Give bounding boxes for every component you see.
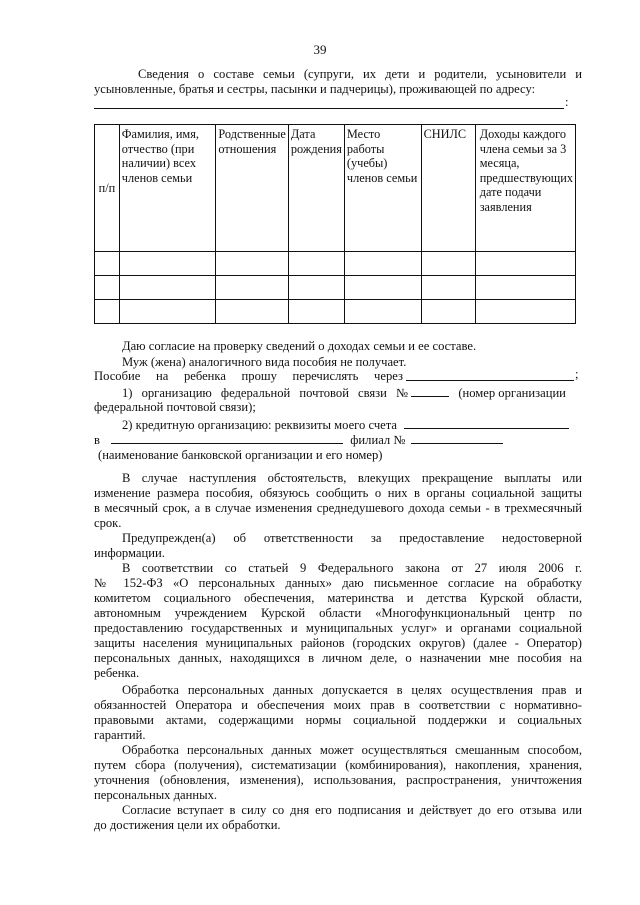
validity-paragraph: [94, 803, 582, 833]
text-line: гарантий.: [94, 728, 146, 742]
table-cell[interactable]: [421, 276, 475, 300]
text-line: № 152-ФЗ «О персональных данных» даю письменное согласие на обработку: [94, 576, 582, 590]
text-line: срок.: [94, 516, 122, 530]
postal-option-continuation: федеральной почтовой связи);: [94, 400, 256, 414]
address-field[interactable]: [94, 97, 564, 109]
table-cell[interactable]: [475, 252, 575, 276]
table-cell[interactable]: [475, 300, 575, 324]
table-row: [95, 252, 576, 276]
text-line: Предупрежден(а) об ответственности за предоставление недостоверной: [122, 531, 582, 545]
transfer-semicolon: ;: [575, 367, 579, 381]
branch-label: филиал №: [350, 433, 406, 447]
text-line: В соответствии со статьей 9 Федерального закона от 27 июля 2006 г.: [122, 561, 582, 575]
text-line: в месячный срок, а в случае изменения среднедушевого дохода семьи - в трехмесячный: [94, 501, 582, 515]
table-cell[interactable]: [475, 276, 575, 300]
family-table: [94, 124, 576, 324]
text-line: ребенка.: [94, 666, 140, 680]
text-line: Обработка персональных данных может осуществляться смешанным способом,: [122, 743, 582, 757]
table-cell[interactable]: [95, 252, 120, 276]
text-line: защиты населения муниципальных районов (городских округов) (далее - Оператор): [94, 636, 582, 650]
spouse-note-text: Муж (жена) аналогичного вида пособия не получает.: [122, 355, 407, 369]
col-relation-header: Родственные отношения: [216, 125, 289, 252]
obligation-paragraph: [94, 471, 582, 531]
table-cell[interactable]: [344, 300, 421, 324]
consent-check-text: Даю согласие на проверку сведений о доходах семьи и ее составе.: [122, 339, 477, 353]
table-cell[interactable]: [344, 276, 421, 300]
col-birthdate-header: Дата рождения: [288, 125, 344, 252]
text-line: автономным учреждением Курской области «Многофункциональный центр по: [94, 606, 582, 620]
text-line: путем сбора (получения), систематизации (комбинирования), накопления, хранения,: [94, 758, 582, 772]
table-cell[interactable]: [288, 252, 344, 276]
intro-line-1: Сведения о составе семьи (супруги, их дети и родители, усыновители и: [138, 67, 582, 81]
processing-method-paragraph: [94, 743, 582, 803]
page-number: 39: [313, 42, 327, 57]
table-cell[interactable]: [95, 276, 120, 300]
table-cell[interactable]: [288, 300, 344, 324]
col-snils-header: СНИЛС: [421, 125, 475, 252]
table-cell[interactable]: [216, 276, 289, 300]
address-colon: :: [565, 95, 569, 109]
warning-paragraph: [94, 531, 582, 561]
bank-name-field[interactable]: [111, 432, 343, 444]
text-line: обязанностей Оператора и обеспечения моих прав в соответствии с нормативно-: [94, 698, 582, 712]
personal-data-paragraph: [94, 561, 582, 681]
branch-number-field[interactable]: [411, 432, 503, 444]
table-cell[interactable]: [216, 300, 289, 324]
postal-number-caption: (номер организации: [458, 386, 566, 400]
bank-option-text: 2) кредитную организацию: реквизиты моего счета: [122, 418, 397, 432]
text-line: правовыми актами, содержащими нормы социальной поддержки и социальных: [94, 713, 582, 727]
text-line: Согласие вступает в силу со дня его подписания и действует до его отзыва или: [122, 803, 582, 817]
table-cell[interactable]: [421, 252, 475, 276]
text-line: до достижения цели их обработки.: [94, 818, 281, 832]
text-line: Обработка персональных данных допускается в целях осуществления прав и: [122, 683, 582, 697]
processing-goal-paragraph: [94, 683, 582, 743]
postal-option-text: 1) организацию федеральной почтовой связи №: [122, 386, 408, 400]
text-line: изменение размера пособия, обязуюсь сообщить о них в органы социальной защиты: [94, 486, 582, 500]
text-line: информации.: [94, 546, 165, 560]
table-cell[interactable]: [216, 252, 289, 276]
table-cell[interactable]: [344, 252, 421, 276]
table-cell[interactable]: [288, 276, 344, 300]
text-line: персональных данных, находящихся в личном деле, о назначении мне пособия на: [94, 651, 582, 665]
table-cell[interactable]: [119, 252, 216, 276]
intro-line-2: усыновленные, братья и сестры, пасынки и падчерицы), проживающей по адресу:: [94, 82, 536, 96]
table-cell[interactable]: [119, 276, 216, 300]
col-workplace-header: Место работы (учебы) членов семьи: [344, 125, 421, 252]
transfer-label: Пособие на ребенка прошу перечислять через: [94, 369, 403, 383]
text-line: предоставлению государственных и муниципальных услуг» и органами социальной: [94, 621, 582, 635]
table-header-row: [95, 125, 576, 252]
col-name-header: Фамилия, имя, отчество (при наличии) всех членов семьи: [119, 125, 216, 252]
table-cell[interactable]: [119, 300, 216, 324]
table-cell[interactable]: [95, 300, 120, 324]
bank-in-label: в: [94, 433, 100, 447]
text-line: уточнения (обновления, изменения), использования, распространения, уничтожения: [94, 773, 582, 787]
table-row: [95, 300, 576, 324]
table-row: [95, 276, 576, 300]
text-line: В случае наступления обстоятельств, влекущих прекращение выплаты или: [122, 471, 582, 485]
postal-number-field[interactable]: [411, 385, 449, 397]
transfer-method-field[interactable]: [406, 369, 574, 381]
account-details-field[interactable]: [404, 417, 569, 429]
table-cell[interactable]: [421, 300, 475, 324]
text-line: персональных данных.: [94, 788, 218, 802]
col-number-header: п/п: [95, 125, 120, 252]
text-line: комитетом социального обеспечения, материнства и детства Курской области,: [94, 591, 582, 605]
col-income-header: Доходы каждого члена семьи за 3 месяца, предшествующих дате подачи заявления: [475, 125, 575, 252]
bank-caption: (наименование банковской организации и его номер): [98, 448, 383, 462]
